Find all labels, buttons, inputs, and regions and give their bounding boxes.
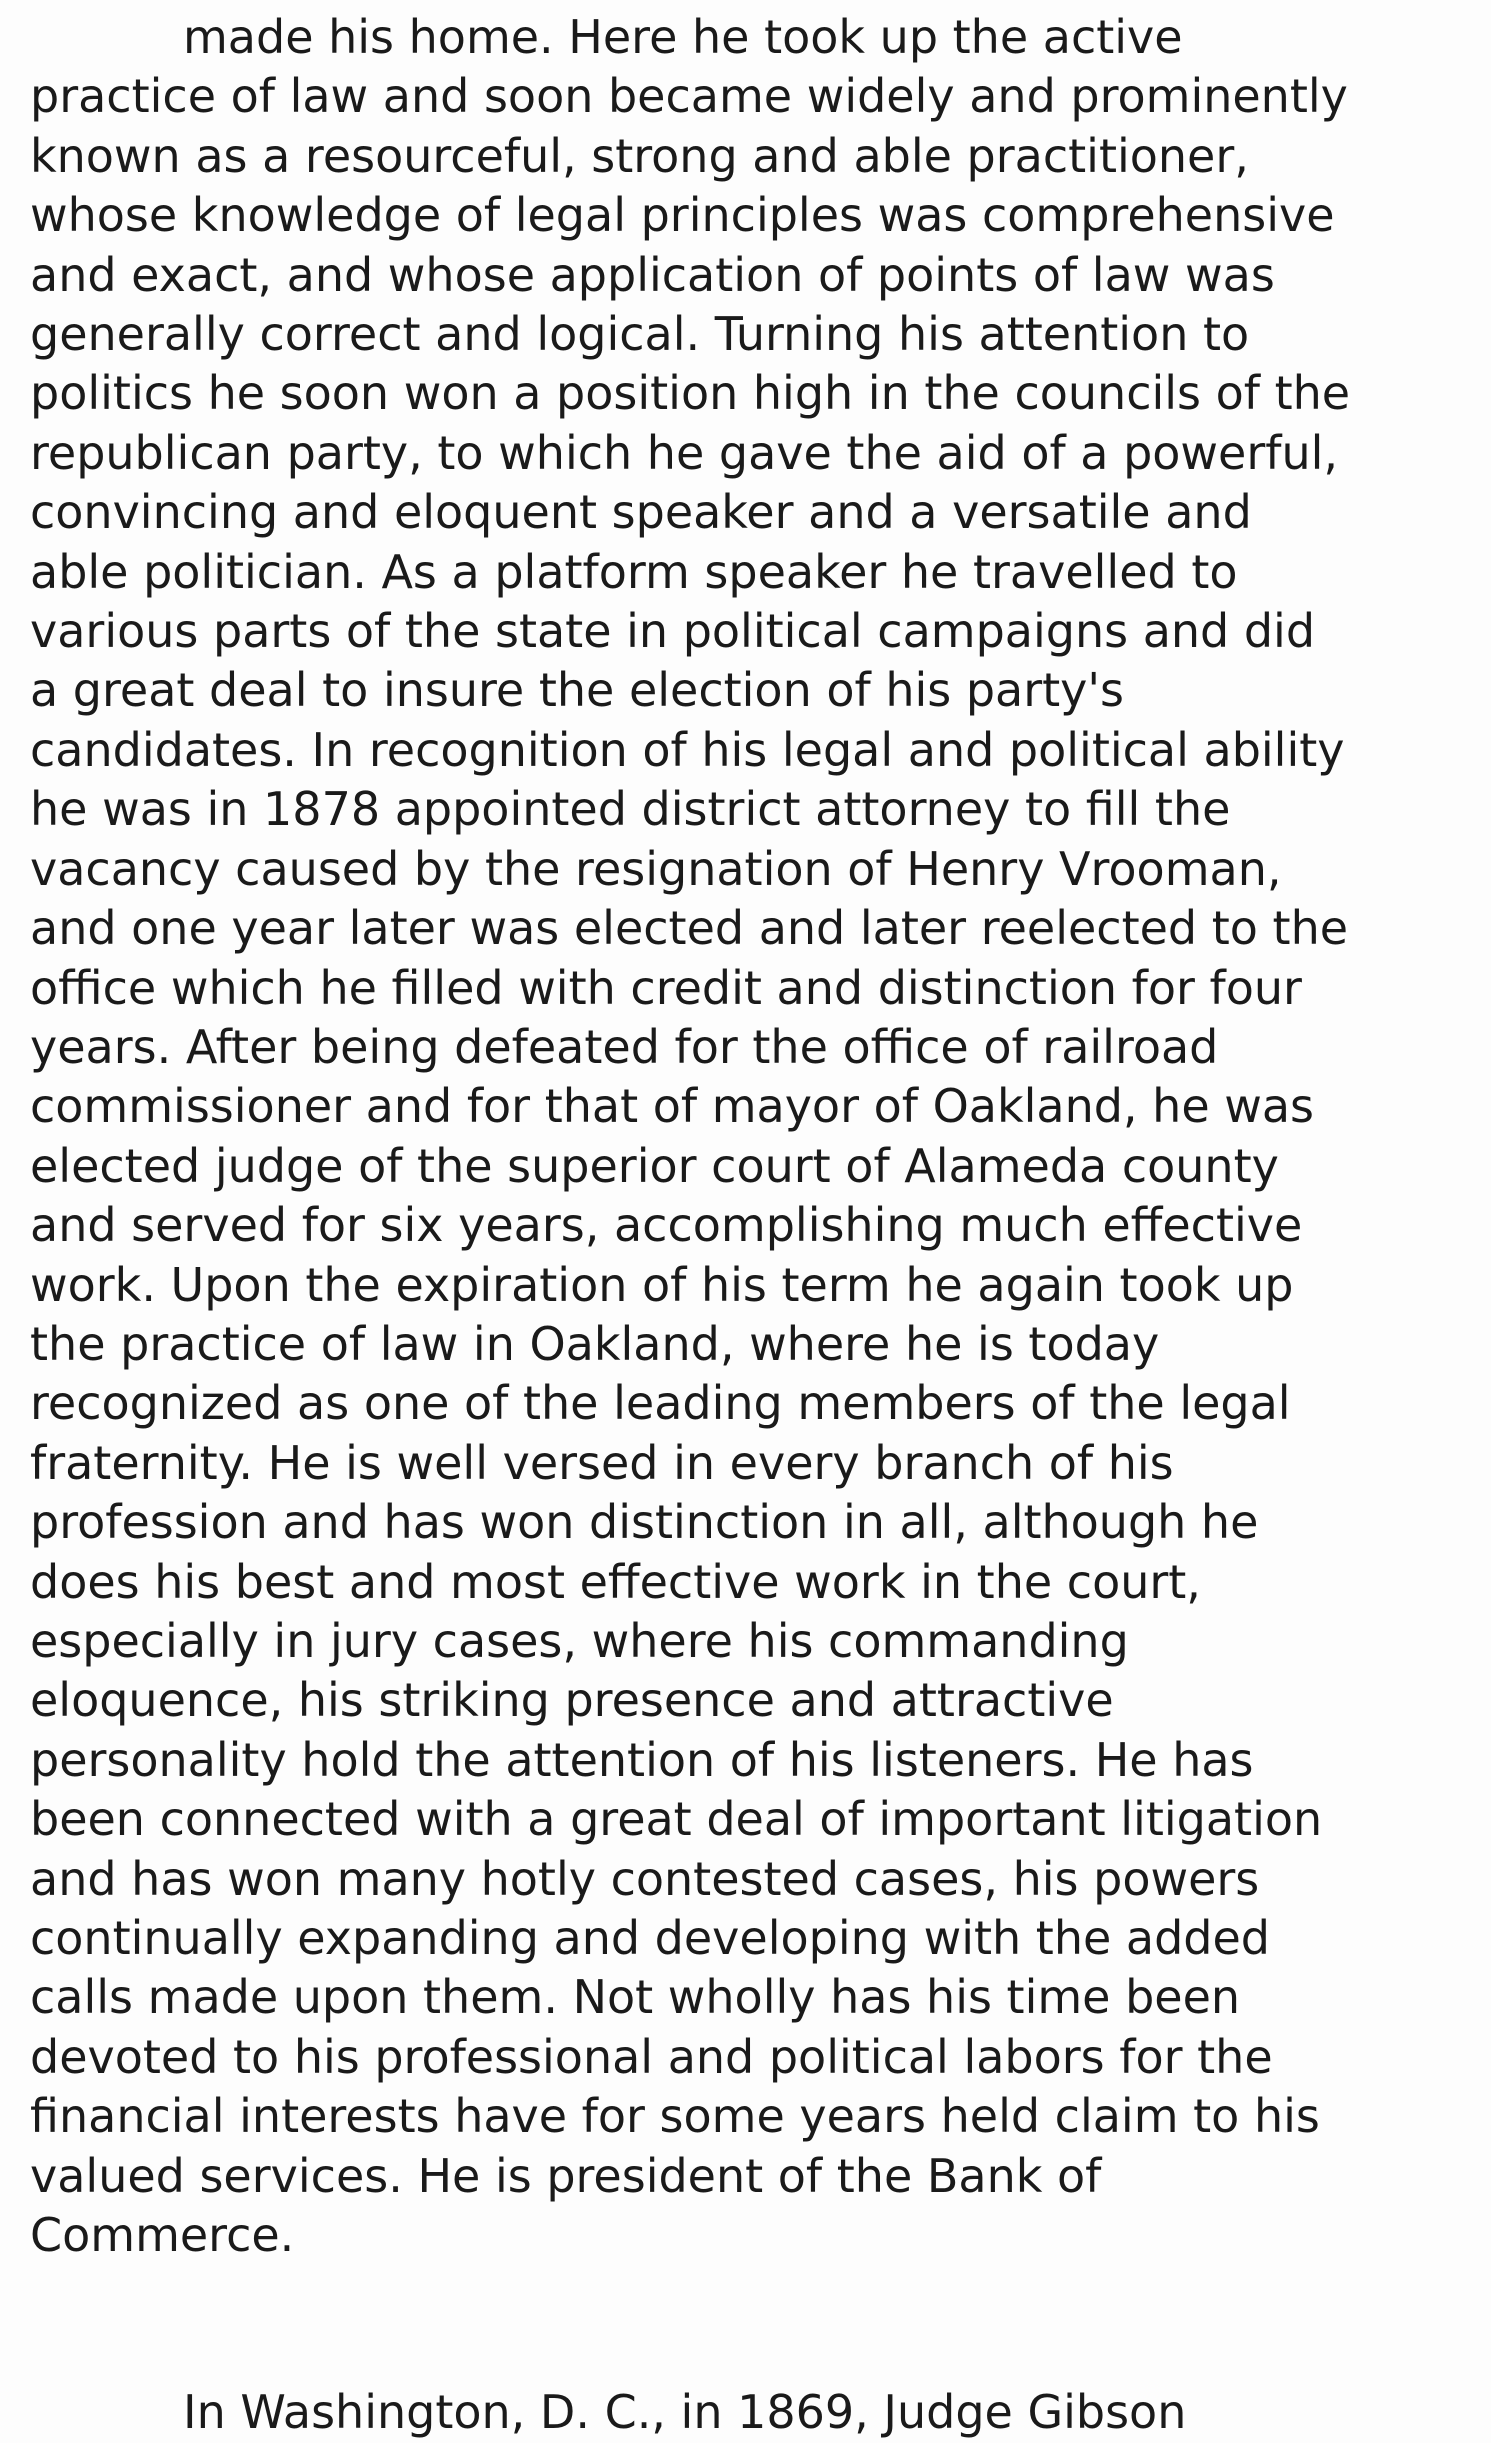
text-line: and has won many hotly contested cases, his powers	[30, 1851, 1260, 1906]
text-line: especially in jury cases, where his commanding	[30, 1613, 1129, 1668]
text-line: continually expanding and developing with the added	[30, 1911, 1271, 1965]
text-line: made his home. Here he took up the active	[183, 10, 1183, 64]
text-line: generally correct and logical. Turning his attention to	[30, 307, 1250, 362]
text-line: office which he filled with credit and distinction for four	[30, 960, 1302, 1015]
text-line: recognized as one of the leading members of the legal	[30, 1376, 1291, 1431]
text-line: financial interests have for some years held claim to his	[30, 2089, 1320, 2144]
text-line: the practice of law in Oakland, where he is today	[30, 1316, 1160, 1371]
text-line: does his best and most effective work in the court,	[30, 1554, 1201, 1609]
text-line: a great deal to insure the election of his party's	[30, 663, 1125, 718]
text-line: he was in 1878 appointed district attorney to fill the	[30, 782, 1231, 837]
text-line: candidates. In recognition of his legal and political ability	[30, 722, 1345, 777]
text-line: Commerce.	[30, 2208, 295, 2263]
text-line: practice of law and soon became widely and prominently	[30, 69, 1348, 124]
text-line: and one year later was elected and later reelected to the	[30, 901, 1349, 956]
text-line: republican party, to which he gave the aid of a powerful,	[30, 425, 1339, 480]
text-line: work. Upon the expiration of his term he again took up	[30, 1257, 1294, 1312]
text-line: various parts of the state in political campaigns and did	[30, 604, 1316, 659]
text-line: and served for six years, accomplishing much effective	[30, 1198, 1303, 1253]
text-line: vacancy caused by the resignation of Henry Vrooman,	[30, 841, 1282, 896]
text-line: valued services. He is president of the Bank of	[30, 2148, 1102, 2203]
text-line: devoted to his professional and political labors for the	[30, 2029, 1273, 2084]
text-line: whose knowledge of legal principles was comprehensive	[30, 188, 1335, 243]
text-line: convincing and eloquent speaker and a versatile and	[30, 485, 1252, 540]
paragraph-1	[30, 8, 1470, 2265]
text-line: profession and has won distinction in all, although he	[30, 1495, 1259, 1550]
text-line: In Washington, D. C., in 1869, Judge Gibson	[183, 2385, 1187, 2440]
paragraph-2	[30, 2383, 1470, 2442]
text-line: commissioner and for that of mayor of Oakland, he was	[30, 1079, 1315, 1134]
text-line: able politician. As a platform speaker he travelled to	[30, 544, 1238, 599]
text-line: years. After being defeated for the office of railroad	[30, 1019, 1219, 1074]
text-line: and exact, and whose application of points of law was	[30, 247, 1275, 302]
text-line: been connected with a great deal of important litigation	[30, 1792, 1323, 1847]
document-page	[30, 8, 1470, 2443]
text-line: politics he soon won a position high in the councils of the	[30, 366, 1351, 421]
text-line: calls made upon them. Not wholly has his time been	[30, 1970, 1241, 2025]
text-line: elected judge of the superior court of Alameda county	[30, 1138, 1279, 1193]
text-line: fraternity. He is well versed in every branch of his	[30, 1435, 1174, 1490]
text-line: eloquence, his striking presence and attractive	[30, 1673, 1114, 1728]
text-line: known as a resourceful, strong and able practitioner,	[30, 128, 1249, 183]
text-line: personality hold the attention of his listeners. He has	[30, 1732, 1254, 1787]
paragraph-break	[30, 2265, 1470, 2383]
